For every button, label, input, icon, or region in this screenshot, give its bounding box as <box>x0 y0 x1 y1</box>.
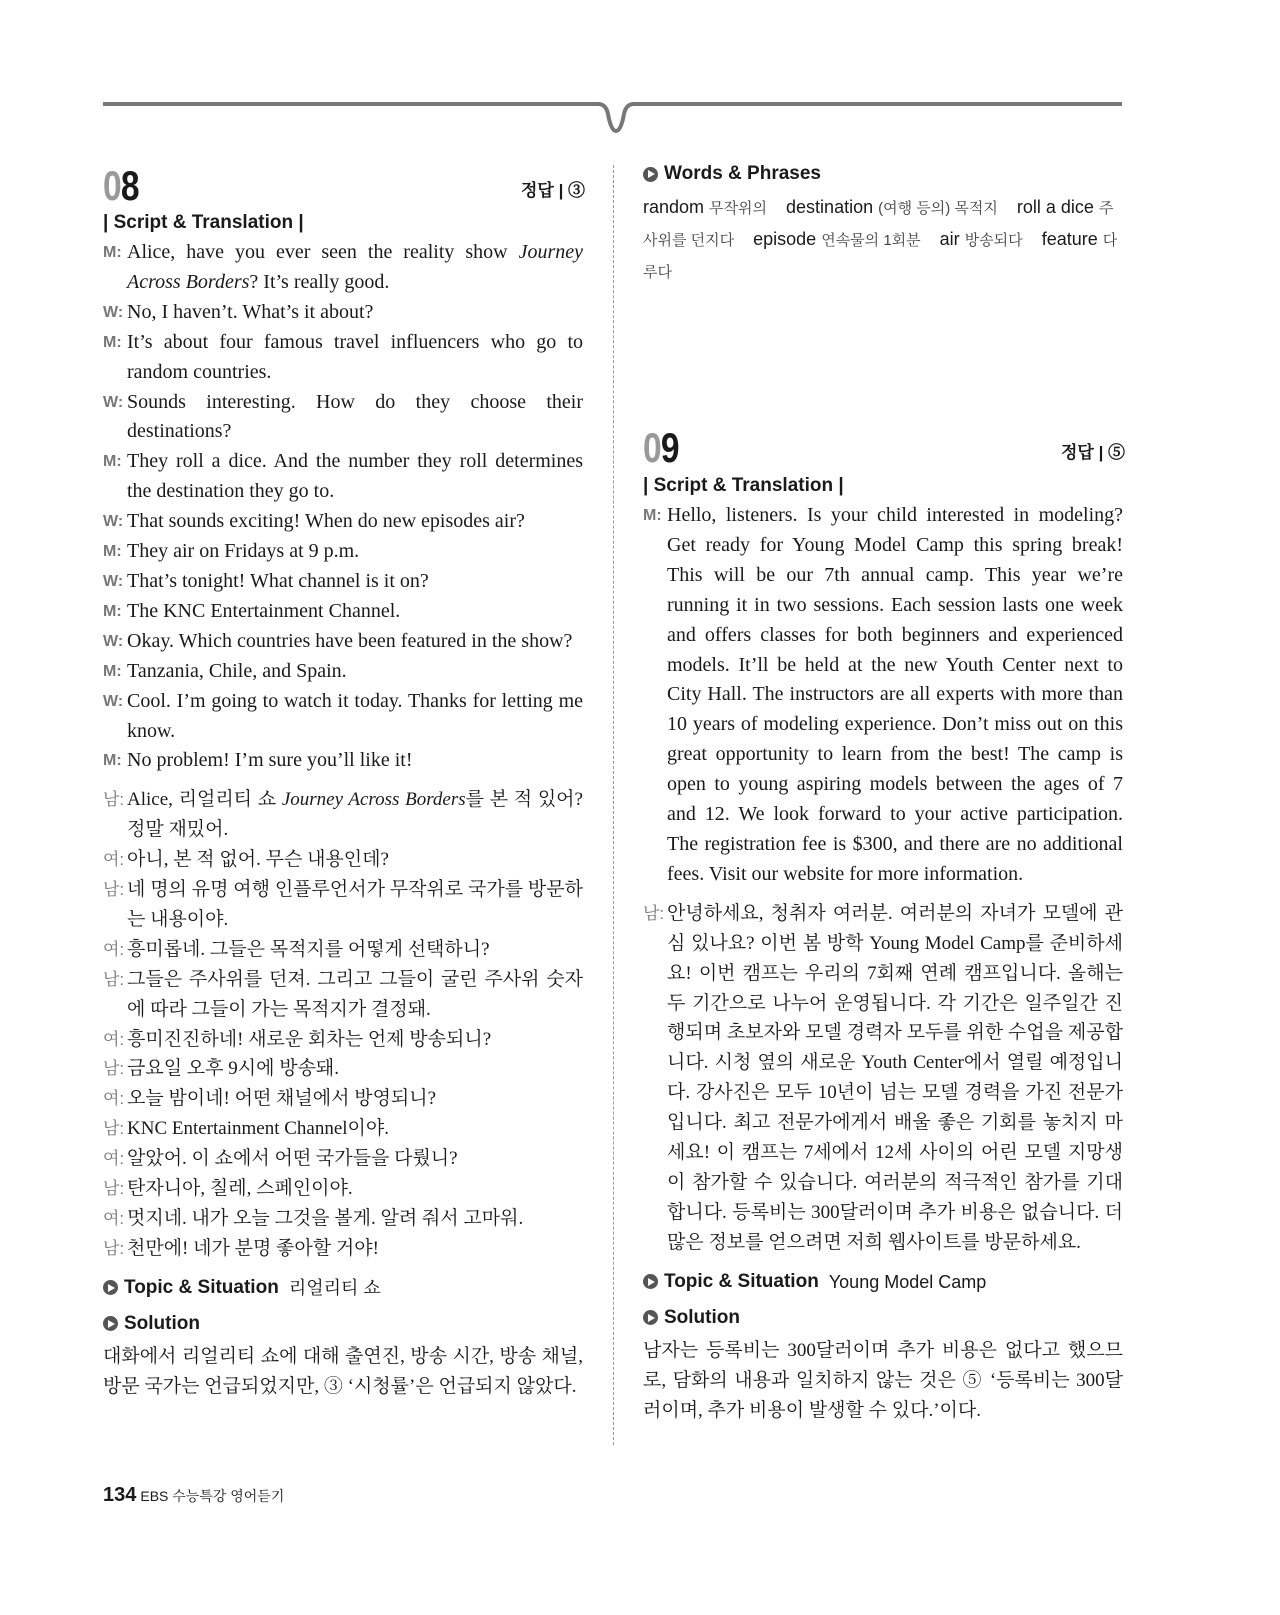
play-bullet-icon <box>643 1310 658 1325</box>
italic-title: Journey Across Borders <box>127 241 583 293</box>
words-phrases <box>643 156 1123 288</box>
line-text: Sounds interesting. How do they choose their destinations? <box>127 390 583 443</box>
column-divider <box>613 165 614 1445</box>
play-bullet-icon <box>103 1316 118 1331</box>
solution-label: Solution <box>124 1312 200 1334</box>
answer-label: 정답 | ③ <box>521 181 586 200</box>
topic-label: Topic & Situation <box>124 1276 279 1298</box>
translation-line <box>103 935 583 965</box>
dialogue-line <box>103 298 583 328</box>
speaker-label: 남: <box>103 969 125 989</box>
line-text: The KNC Entertainment Channel. <box>127 599 401 622</box>
line-text: Tanzania, Chile, and Spain. <box>127 659 347 682</box>
line-text: No problem! I’m sure you’ll like it! <box>127 749 413 772</box>
word-term: air <box>939 229 960 249</box>
topic-value: Young Model Camp <box>828 1271 987 1292</box>
speaker-label: M: <box>103 543 122 561</box>
word-meaning: 주사위를 던지다 <box>643 200 1114 249</box>
topic-label: Topic & Situation <box>664 1270 819 1292</box>
speaker-label: M: <box>643 507 662 524</box>
line-text: 천만에! 네가 분명 좋아할 거야! <box>127 1237 379 1259</box>
speaker-label: 여: <box>103 939 125 959</box>
dialogue <box>103 238 583 776</box>
topic-value: 리얼리티 쇼 <box>288 1277 381 1298</box>
q09-body <box>643 471 1123 1426</box>
line-text: 그들은 주사위를 던져. 그리고 그들이 굴린 주사위 숫자에 따라 그들이 가는 목적지가 결정돼. <box>127 968 583 1020</box>
speaker-label: M: <box>103 662 122 680</box>
play-bullet-icon <box>103 1280 118 1295</box>
line-text: They roll a dice. And the number they roll determines the destination they go to. <box>127 450 583 503</box>
page-footer <box>103 1484 284 1507</box>
words-label: Words & Phrases <box>664 163 821 184</box>
dialogue-line <box>103 507 583 537</box>
translation-line <box>103 1084 583 1114</box>
q08-body <box>103 208 583 1402</box>
line-text: That sounds exciting! When do new episodes air? <box>127 510 525 533</box>
speaker-label: M: <box>103 602 122 620</box>
word-term: roll a dice <box>1016 197 1094 217</box>
dialogue-line: M: Alice, have you ever seen the reality show Journey Across Borders? It’s really good. <box>103 238 583 298</box>
line-text: 아니, 본 적 없어. 무슨 내용인데? <box>127 849 389 871</box>
translation-line <box>103 965 583 1025</box>
line-text: 탄자니아, 칠레, 스페인이야. <box>127 1178 353 1200</box>
translation-line <box>103 1204 583 1234</box>
question-number: 09 <box>643 424 679 471</box>
play-bullet-icon <box>643 167 658 182</box>
question-number: 08 <box>103 162 139 209</box>
speaker-label: M: <box>103 752 122 770</box>
speaker-label: 남: <box>643 903 665 923</box>
solution-heading <box>103 1306 583 1342</box>
speaker-label: W: <box>103 692 124 710</box>
book-title: EBS 수능특강 영어듣기 <box>140 1488 285 1504</box>
words-list <box>643 192 1123 288</box>
line-text: No, I haven’t. What’s it about? <box>127 300 374 323</box>
translation <box>643 899 1123 1258</box>
solution-text: 대화에서 리얼리티 쇼에 대해 출연진, 방송 시간, 방송 채널, 방문 국가는 언급되었지만, ③ ‘시청률’은 언급되지 않았다. <box>103 1345 583 1397</box>
script-title: | Script & Translation | <box>643 475 844 496</box>
line-text: Okay. Which countries have been featured in the show? <box>127 629 573 652</box>
speaker-label: M: <box>103 333 122 351</box>
translation <box>103 785 583 1264</box>
word-term: episode <box>753 229 817 249</box>
solution-label: Solution <box>664 1306 740 1328</box>
dialogue-line <box>103 746 583 776</box>
word-meaning: 연속물의 1회분 <box>821 232 921 249</box>
speaker-label: 남: <box>103 1059 125 1079</box>
topic-heading <box>103 1270 583 1306</box>
dialogue <box>643 501 1123 890</box>
dialogue-line <box>103 447 583 507</box>
speaker-label: 남: <box>103 880 125 900</box>
line-text: They air on Fridays at 9 p.m. <box>127 540 360 563</box>
speaker-label: 남: <box>103 1238 125 1258</box>
speaker-label: 여: <box>103 1149 125 1169</box>
speaker-label: 여: <box>103 850 125 870</box>
line-text: Cool. I’m going to watch it today. Thanks for letting me know. <box>127 689 583 742</box>
page-number: 134 <box>103 1484 137 1506</box>
word-meaning: (여행 등의) 목적지 <box>878 200 998 217</box>
line-text: 멋지네. 내가 오늘 그것을 볼게. 알려 줘서 고마워. <box>127 1208 524 1229</box>
translation-line <box>103 1234 583 1264</box>
translation-line <box>103 1025 583 1055</box>
line-text: KNC Entertainment Channel이야. <box>127 1118 390 1140</box>
translation-line <box>103 845 583 875</box>
translation-line <box>103 1174 583 1204</box>
line-text: 네 명의 유명 여행 인플루언서가 무작위로 국가를 방문하는 내용이야. <box>127 879 583 930</box>
topic-heading <box>643 1264 1123 1300</box>
line-text: It’s about four famous travel influencers who go to random countries. <box>127 330 583 383</box>
solution-text: 남자는 등록비는 300달러이며 추가 비용은 없다고 했으므로, 담화의 내용과 일치하지 않는 것은 ⑤ ‘등록비는 300달러이며, 추가 비용이 발생할 수 있다.’이다. <box>643 1339 1123 1421</box>
dialogue-line <box>643 501 1123 890</box>
speaker-label: 남: <box>103 790 125 810</box>
words-heading <box>643 156 1123 192</box>
line-text: 금요일 오후 9시에 방송돼. <box>127 1058 340 1080</box>
translation-line <box>103 1114 583 1144</box>
speaker-label: 여: <box>103 1089 125 1109</box>
answer-label: 정답 | ⑤ <box>1061 443 1126 462</box>
speaker-label: M: <box>103 244 122 261</box>
line-text: 오늘 밤이네! 어떤 채널에서 방영되니? <box>127 1088 437 1110</box>
speaker-label: W: <box>103 572 124 590</box>
speaker-label: W: <box>103 393 124 411</box>
line-text: Hello, listeners. Is your child interested in modeling? Get ready for Young Model Camp this spring break! This will be our 7th annual camp. This year we’re running it in two sessions. Each session lasts one week and offers classes for both beginners and experienced models. It’ll be held at the new Youth Center next to City Hall. The instructors are all experts with more than 10 years of modeling experience. Don’t miss out on this great opportunity to learn from the best! The camp is open to young aspiring models between the ages of 7 and 12. We look forward to your active participation. The registration fee is $300, and there are no additional fees. Visit our website for more information. <box>667 504 1123 885</box>
dialogue-line <box>103 537 583 567</box>
speaker-label: 남: <box>103 1179 125 1199</box>
line-text: 안녕하세요, 청취자 여러분. 여러분의 자녀가 모델에 관심 있나요? 이번 봄 방학 Young Model Camp를 준비하세요! 이번 캠프는 우리의 7회째 연례 캠프입니다. 올해는 두 기간으로 나누어 운영됩니다. 각 기간은 일주일간 진행되며 초보자와 모델 경력자 모두를 위한 수업을 제공합니다. 시청 옆의 새로운 Youth Center에서 열릴 예정입니다. 강사진은 모두 10년이 넘는 모델 경력을 가진 전문가입니다. 최고 전문가에게서 배울 좋은 기회를 놓치지 마세요! 이 캠프는 7세에서 12세 사이의 어린 모델 지망생이 참가할 수 있습니다. 여러분의 적극적인 참가를 기대합니다. 등록비는 300달러이며 추가 비용은 없습니다. 더 많은 정보를 얻으려면 저희 웹사이트를 방문하세요. <box>667 902 1123 1253</box>
dialogue-line <box>103 567 583 597</box>
play-bullet-icon <box>643 1274 658 1289</box>
word-meaning: 무작위의 <box>709 200 768 217</box>
translation-line <box>643 899 1123 1258</box>
word-meaning: 방송되다 <box>964 232 1023 249</box>
speaker-label: M: <box>103 453 122 471</box>
translation-line <box>103 1054 583 1084</box>
line-text: 알았어. 이 쇼에서 어떤 국가들을 다뤘니? <box>127 1148 458 1170</box>
word-term: destination <box>786 197 874 217</box>
line-text: That’s tonight! What channel is it on? <box>127 569 429 592</box>
line-text: 흥미진진하네! 새로운 회차는 언제 방송되니? <box>127 1028 492 1050</box>
top-rule <box>0 0 1280 140</box>
dialogue-line <box>103 597 583 627</box>
speaker-label: 남: <box>103 1119 125 1139</box>
speaker-label: W: <box>103 303 124 321</box>
solution-heading <box>643 1300 1123 1336</box>
speaker-label: 여: <box>103 1029 125 1049</box>
dialogue-line <box>103 687 583 747</box>
translation-line: 남: Alice, 리얼리티 쇼 Journey Across Borders를 본 적 있어? 정말 재밌어. <box>103 785 583 845</box>
italic-title: Journey Across Borders <box>281 789 466 811</box>
line-text: 흥미롭네. 그들은 목적지를 어떻게 선택하니? <box>127 938 490 960</box>
word-term: random <box>643 197 705 217</box>
script-title: | Script & Translation | <box>103 212 304 233</box>
word-meaning: 다루다 <box>643 232 1118 281</box>
dialogue-line <box>103 388 583 448</box>
dialogue-line <box>103 328 583 388</box>
word-term: feature <box>1041 229 1098 249</box>
dialogue-line <box>103 627 583 657</box>
dialogue-line <box>103 657 583 687</box>
speaker-label: W: <box>103 513 124 531</box>
speaker-label: W: <box>103 632 124 650</box>
translation-line <box>103 1144 583 1174</box>
translation-line <box>103 875 583 935</box>
speaker-label: 여: <box>103 1209 125 1228</box>
